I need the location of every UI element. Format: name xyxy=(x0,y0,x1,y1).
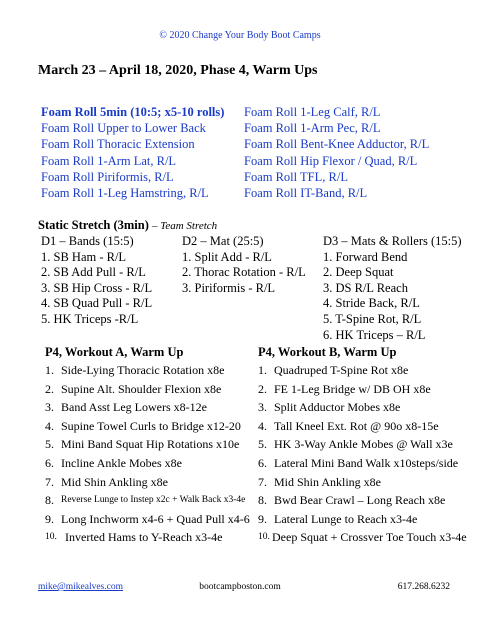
foam-roll-item: Foam Roll IT-Band, R/L xyxy=(244,185,368,200)
list-item xyxy=(45,454,250,473)
workout-a-title: P4, Workout A, Warm Up xyxy=(45,345,184,359)
list-item xyxy=(258,491,467,510)
item-number: 1. xyxy=(45,363,54,377)
list-item xyxy=(45,435,250,454)
list-item: 2. SB Add Pull - R/L xyxy=(41,265,146,280)
workout-b-title: P4, Workout B, Warm Up xyxy=(258,345,397,359)
item-number: 7. xyxy=(258,474,267,489)
item-text: Reverse Lunge to Instep x2c + Walk Back x3-4e xyxy=(61,495,246,506)
item-text: Side-Lying Thoracic Rotation x8e xyxy=(61,363,225,377)
foam-roll-item: Foam Roll 5min (10:5; x5-10 rolls) xyxy=(41,105,225,119)
item-text: Mini Band Squat Hip Rotations x10e xyxy=(61,437,240,452)
item-number: 3. xyxy=(258,400,267,415)
list-item xyxy=(45,473,250,492)
list-item xyxy=(258,398,467,417)
foam-roll-item: Foam Roll TFL, R/L xyxy=(244,169,348,184)
item-text: Mid Shin Ankling x8e xyxy=(274,474,382,489)
foam-roll-item: Foam Roll 1-Leg Hamstring, R/L xyxy=(41,185,209,200)
workout-a-list xyxy=(45,361,250,547)
list-item: 2. Deep Squat xyxy=(323,265,394,280)
item-number: 9. xyxy=(45,511,54,526)
foam-roll-list-right xyxy=(244,104,429,201)
item-text: Lateral Mini Band Walk x10steps/side xyxy=(274,455,459,470)
item-number: 7. xyxy=(45,474,54,489)
list-item xyxy=(258,435,467,454)
copyright-notice: © 2020 Change Your Body Boot Camps xyxy=(159,30,321,41)
foam-roll-item: Foam Roll Thoracic Extension xyxy=(41,137,195,152)
list-item: 3. DS R/L Reach xyxy=(323,280,408,295)
foam-roll-item: Foam Roll Bent-Knee Adductor, R/L xyxy=(244,137,430,152)
item-text: Deep Squat + Crossver Toe Touch x3-4e xyxy=(272,530,467,545)
column-title: D3 – Mats & Rollers (15:5) xyxy=(323,234,462,248)
item-number: 5. xyxy=(258,437,267,452)
item-text: FE 1-Leg Bridge w/ DB OH x8e xyxy=(274,381,431,396)
static-stretch-heading xyxy=(38,218,217,233)
foam-roll-item: Foam Roll Upper to Lower Back xyxy=(41,121,206,136)
item-number: 10. xyxy=(45,532,57,543)
stretch-column-d3 xyxy=(323,234,462,343)
list-item xyxy=(258,417,467,436)
item-text: Quadruped T-Spine Rot x8e xyxy=(274,363,409,377)
item-text: HK 3-Way Ankle Mobes @ Wall x3e xyxy=(274,437,453,452)
item-text: Lateral Lunge to Reach x3-4e xyxy=(274,511,418,526)
list-item: 2. Thorac Rotation - R/L xyxy=(182,265,306,280)
item-number: 3. xyxy=(45,400,54,415)
item-text: Mid Shin Ankling x8e xyxy=(61,474,169,489)
list-item: 4. Stride Back, R/L xyxy=(323,296,420,311)
item-text: Split Adductor Mobes x8e xyxy=(274,400,401,415)
list-item xyxy=(45,417,250,436)
list-item xyxy=(258,361,467,380)
item-number: 6. xyxy=(45,455,54,470)
list-item xyxy=(258,528,467,547)
column-title: D1 – Bands (15:5) xyxy=(41,234,134,248)
list-item: 3. SB Hip Cross - R/L xyxy=(41,280,153,295)
item-number: 1. xyxy=(258,363,267,377)
website-text: bootcampboston.com xyxy=(199,582,281,592)
item-text: Inverted Hams to Y-Reach x3-4e xyxy=(65,530,223,545)
list-item: 3. Piriformis - R/L xyxy=(182,280,276,295)
list-item: 4. SB Quad Pull - R/L xyxy=(41,296,153,311)
item-number: 10. xyxy=(258,532,270,543)
foam-roll-item: Foam Roll 1-Arm Lat, R/L xyxy=(41,153,177,168)
phone-number: 617.268.6232 xyxy=(397,582,450,592)
list-item: 1. Forward Bend xyxy=(323,249,408,264)
list-item: 5. HK Triceps -R/L xyxy=(41,311,139,326)
item-text: Supine Alt. Shoulder Flexion x8e xyxy=(61,381,222,396)
list-item xyxy=(258,473,467,492)
list-item xyxy=(45,491,250,510)
item-text: Tall Kneel Ext. Rot @ 90o x8-15e xyxy=(274,418,439,433)
foam-roll-item: Foam Roll Hip Flexor / Quad, R/L xyxy=(244,153,418,168)
item-text: Incline Ankle Mobes x8e xyxy=(61,455,182,470)
static-stretch-title: Static Stretch (3min) xyxy=(38,218,149,232)
foam-roll-item: Foam Roll 1-Arm Pec, R/L xyxy=(244,121,381,136)
stretch-column-d1 xyxy=(41,234,152,328)
list-item: 1. Split Add - R/L xyxy=(182,249,272,264)
list-item xyxy=(258,454,467,473)
item-number: 2. xyxy=(258,381,267,396)
item-number: 2. xyxy=(45,381,54,396)
list-item xyxy=(45,510,250,529)
list-item: 5. T-Spine Rot, R/L xyxy=(323,311,422,326)
item-text: Band Asst Leg Lowers x8-12e xyxy=(61,400,207,415)
foam-roll-list-left xyxy=(41,104,224,201)
item-number: 8. xyxy=(45,493,54,508)
item-number: 5. xyxy=(45,437,54,452)
item-number: 9. xyxy=(258,511,267,526)
item-number: 8. xyxy=(258,493,267,508)
list-item xyxy=(45,528,250,547)
list-item xyxy=(258,380,467,399)
static-stretch-subtitle: – Team Stretch xyxy=(151,220,218,232)
list-item xyxy=(258,510,467,529)
list-item xyxy=(45,398,250,417)
list-item xyxy=(45,380,250,399)
list-item xyxy=(45,361,250,380)
page-title: March 23 – April 18, 2020, Phase 4, Warm Ups xyxy=(38,63,318,78)
item-text: Supine Towel Curls to Bridge x12-20 xyxy=(61,418,241,433)
column-title: D2 – Mat (25:5) xyxy=(182,234,264,248)
item-number: 4. xyxy=(45,418,54,433)
list-item: 1. SB Ham - R/L xyxy=(41,249,127,264)
email-link[interactable]: mike@mikealves.com xyxy=(38,582,123,592)
foam-roll-item: Foam Roll 1-Leg Calf, R/L xyxy=(244,105,381,119)
item-text: Long Inchworm x4-6 + Quad Pull x4-6 xyxy=(61,511,250,526)
workout-b-list xyxy=(258,361,467,547)
stretch-column-d2 xyxy=(182,234,306,296)
item-number: 6. xyxy=(258,455,267,470)
list-item: 6. HK Triceps – R/L xyxy=(323,327,426,342)
foam-roll-item: Foam Roll Piriformis, R/L xyxy=(41,169,174,184)
item-text: Bwd Bear Crawl – Long Reach x8e xyxy=(274,493,446,508)
item-number: 4. xyxy=(258,418,267,433)
